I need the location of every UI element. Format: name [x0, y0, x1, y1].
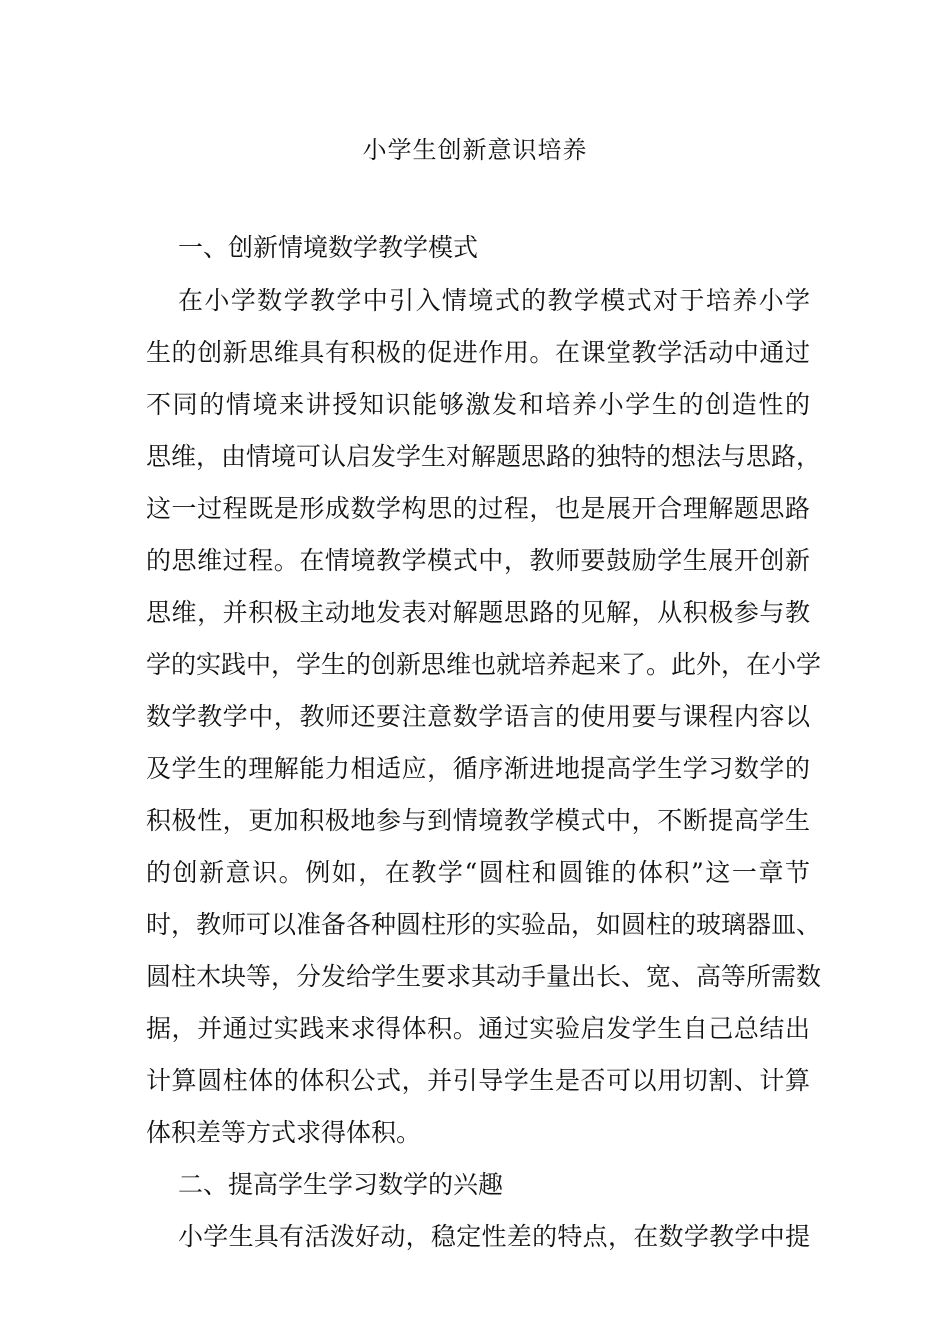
paragraph-line: 不同的情境来讲授知识能够激发和培养小学生的创造性的	[146, 390, 810, 419]
paragraph-line: 圆柱木块等，分发给学生要求其动手量出长、宽、高等所需数	[146, 962, 822, 991]
paragraph-line: 计算圆柱体的体积公式，并引导学生是否可以用切割、计算	[146, 1066, 810, 1095]
paragraph-line: 时，教师可以准备各种圆柱形的实验品，如圆柱的玻璃器皿、	[146, 910, 822, 939]
paragraph-line-last: 体积差等方式求得体积。	[146, 1118, 422, 1147]
paragraph-line: 据，并通过实践来求得体积。通过实验启发学生自己总结出	[146, 1014, 810, 1043]
paragraph-line: 的创新意识。例如，在教学“圆柱和圆锥的体积”这一章节	[146, 858, 810, 887]
paragraph-line: 积极性，更加积极地参与到情境教学模式中，不断提高学生	[146, 806, 810, 835]
paragraph-line: 的思维过程。在情境教学模式中，教师要鼓励学生展开创新	[146, 546, 810, 575]
paragraph-line: 思维，由情境可认启发学生对解题思路的独特的想法与思路，	[146, 442, 822, 471]
paragraph-line: 学的实践中，学生的创新思维也就培养起来了。此外，在小学	[146, 650, 822, 679]
paragraph-line: 生的创新思维具有积极的促进作用。在课堂教学活动中通过	[146, 338, 810, 367]
paragraph-line: 数学教学中，教师还要注意数学语言的使用要与课程内容以	[146, 702, 810, 731]
paragraph-line: 及学生的理解能力相适应，循序渐进地提高学生学习数学的	[146, 754, 810, 783]
document-title: 小学生创新意识培养	[362, 136, 588, 164]
section-heading-1: 一、创新情境数学教学模式	[178, 233, 479, 262]
paragraph-line: 小学生具有活泼好动，稳定性差的特点，在数学教学中提	[178, 1222, 810, 1251]
section-heading-2: 二、提高学生学习数学的兴趣	[178, 1170, 504, 1199]
paragraph-line: 在小学数学教学中引入情境式的教学模式对于培养小学	[178, 286, 810, 315]
paragraph-line: 思维，并积极主动地发表对解题思路的见解，从积极参与教	[146, 598, 810, 627]
paragraph-line: 这一过程既是形成数学构思的过程，也是展开合理解题思路	[146, 494, 810, 523]
